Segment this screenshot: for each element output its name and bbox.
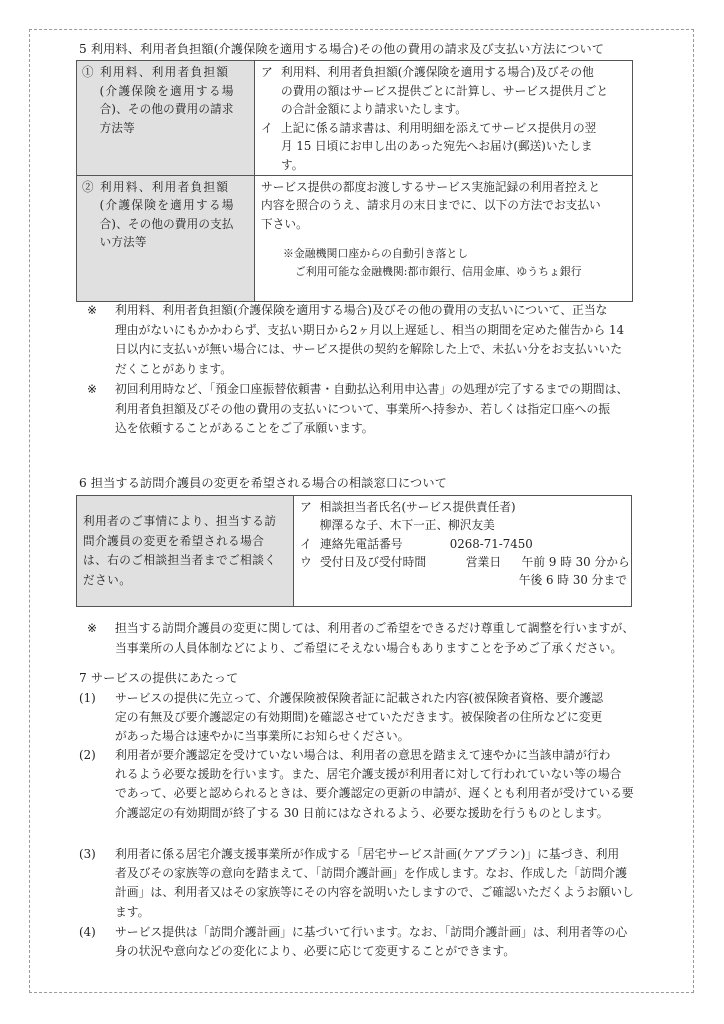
phone-number: 0268-71-7450 [449,536,533,551]
initial-use-note: ※ 初回利用時など、「預金口座振替依頼書・自動払込利用申込書」の処理が完了するまでの期間は、 利用者負担額及びその他の費用の支払いについて、事業所へ持参か、若しくは指定口座への振 込を依頼することがあることをご了承願います。 [87,382,629,436]
billing-row-1-label: ① 利用料、利用者負担額 (介護保険を適用する場 合)、その他の費用の請求 方法等 [77,61,255,176]
note-mark: ※ [87,303,97,317]
billing-item-b: イ 上記に係る請求書は、利用明細を添えてサービス提供月の翌 月 15 日頃にお申し出のあった宛先へお届け(郵送)いたしま す。 [261,120,597,172]
section-5-heading: 5 利用料、利用者負担額(介護保険を適用する場合)その他の費用の請求及び支払い方法について [79,42,605,56]
billing-row-2-label: ② 利用料、利用者負担額 (介護保険を適用する場 合)、その他の費用の支払 い方法等 [77,175,255,301]
consultation-contact [294,496,632,607]
billing-row-1-content [255,61,633,176]
billing-row-2-content: サービス提供の都度お渡しするサービス実施記録の利用者控えと 内容を照合のうえ、請求月の末日までに、以下の方法でお支払い 下さい。 ※金融機関口座からの自動引き落とし ご利用可能な金融機関:都市銀行、信用金庫、ゆうちょ銀行 [255,175,633,301]
contact-phone: イ 連絡先電話番号 0268-71-7450 [300,536,533,551]
note-mark: ※ [87,382,97,396]
section-7-heading: 7 サービスの提供にあたって [79,671,239,685]
consultation-row [77,496,632,607]
consultation-label: 利用者のご事情により、担当する訪 問介護員の変更を希望される場合 は、右のご相談担当者までご相談く ださい。 [77,496,294,607]
billing-row-2 [77,175,633,301]
payment-delay-note: ※ 利用料、利用者負担額(介護保険を適用する場合)及びその他の費用の支払いについて、正当な 理由がないにもかかわらず、支払い期日から2ヶ月以上遅延し、相当の期間を定めた催告から 14 日以内に支払いが無い場合には、サービス提供の契約を解除した上で、未払い分をお支払いいた だくことがあります。 [87,303,624,376]
contact-hours-end: 午後 6 時 30 分まで [518,573,627,588]
consultation-table [76,495,632,607]
billing-table [76,60,633,302]
contact-person: ア 相談担当者氏名(サービス提供責任者) 柳澤るな子、木下一正、柳沢友美 [300,498,631,535]
payment-method: ※金融機関口座からの自動引き落とし ご利用可能な金融機関:都市銀行、信用金庫、ゆうちょ銀行 [283,247,582,279]
contact-hours: ウ 受付日及び受付時間 営業日 午前 9 時 30 分から [300,554,630,569]
billing-item-a: ア 利用料、利用者負担額(介護保険を適用する場合)及びその他 の費用の額はサービス提供ごとに計算し、サービス提供月ごと の合計金額により請求いたします。 [261,65,609,117]
billing-row-1 [77,61,633,176]
section-6-heading: 6 担当する訪問介護員の変更を希望される場合の相談窓口について [79,476,447,490]
contact-names: 柳澤るな子、木下一正、柳沢友美 [319,518,495,533]
staff-change-note: ※ 担当する訪問介護員の変更に関しては、利用者のご希望をできるだけ尊重して調整を行いますが、 当事業所の人員体制などにより、ご希望にそえない場合もありますことを予めご了承ください。 [87,621,635,655]
note-mark: ※ [87,621,97,635]
